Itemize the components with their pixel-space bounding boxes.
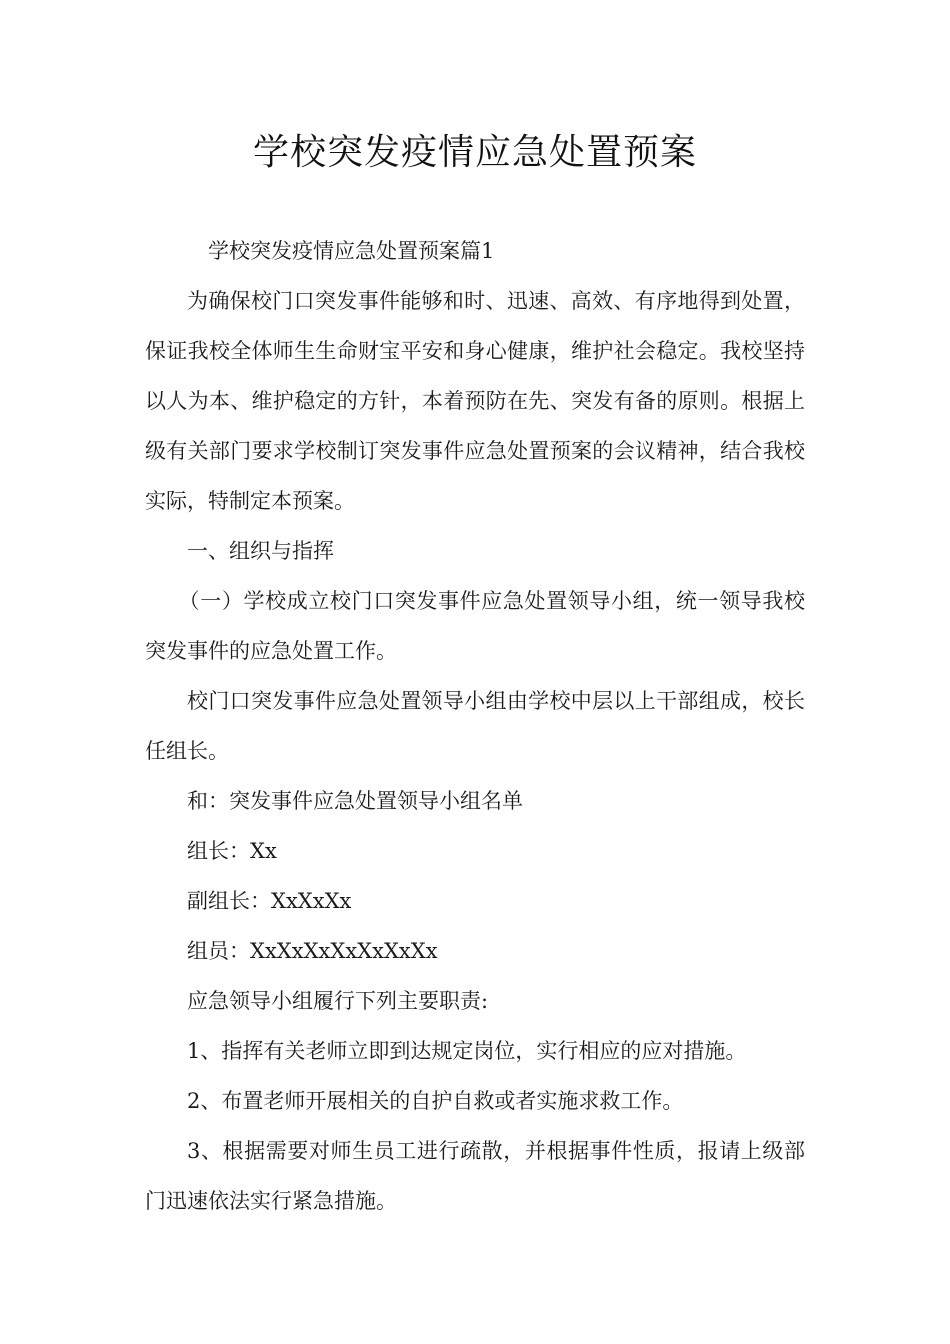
document-body: [145, 226, 805, 1226]
duty-item-1: 1、指挥有关老师立即到达规定岗位，实行相应的应对措施。: [187, 1039, 747, 1063]
intro-paragraph: 为确保校门口突发事件能够和时、迅速、高效、有序地得到处置，保证我校全体师生生命财宝平安和身心健康，维护社会稳定。我校坚持以人为本、维护稳定的方针，本着预防在先、突发有备的原则。根据上级有关部门要求学校制订突发事件应急处置预案的会议精神，结合我校实际，特制定本预案。: [145, 289, 805, 513]
paragraph-leading-group: （一）学校成立校门口突发事件应急处置领导小组，统一领导我校突发事件的应急处置工作。: [145, 589, 805, 663]
duty-item-3: 3、根据需要对师生员工进行疏散，并根据事件性质，报请上级部门迅速依法实行紧急措施。: [145, 1139, 805, 1213]
section-heading-organization: 一、组织与指挥: [187, 539, 334, 563]
paragraph-group-members: 组员：XxXxXxXxXxXxXx: [187, 939, 438, 963]
paragraph-deputy-leader: 副组长：XxXxXx: [187, 889, 352, 913]
paragraph-group-leader: 组长：Xx: [187, 839, 277, 863]
paragraph-group-composition: 校门口突发事件应急处置领导小组由学校中层以上干部组成，校长任组长。: [145, 689, 805, 763]
paragraph-duties-heading: 应急领导小组履行下列主要职责:: [187, 989, 489, 1013]
duty-item-2: 2、布置老师开展相关的自护自救或者实施求救工作。: [187, 1089, 684, 1113]
document-title: 学校突发疫情应急处置预案: [252, 132, 697, 173]
paragraph-group-list-heading: 和：突发事件应急处置领导小组名单: [187, 789, 523, 813]
section-subtitle: 学校突发疫情应急处置预案篇1: [208, 239, 495, 263]
